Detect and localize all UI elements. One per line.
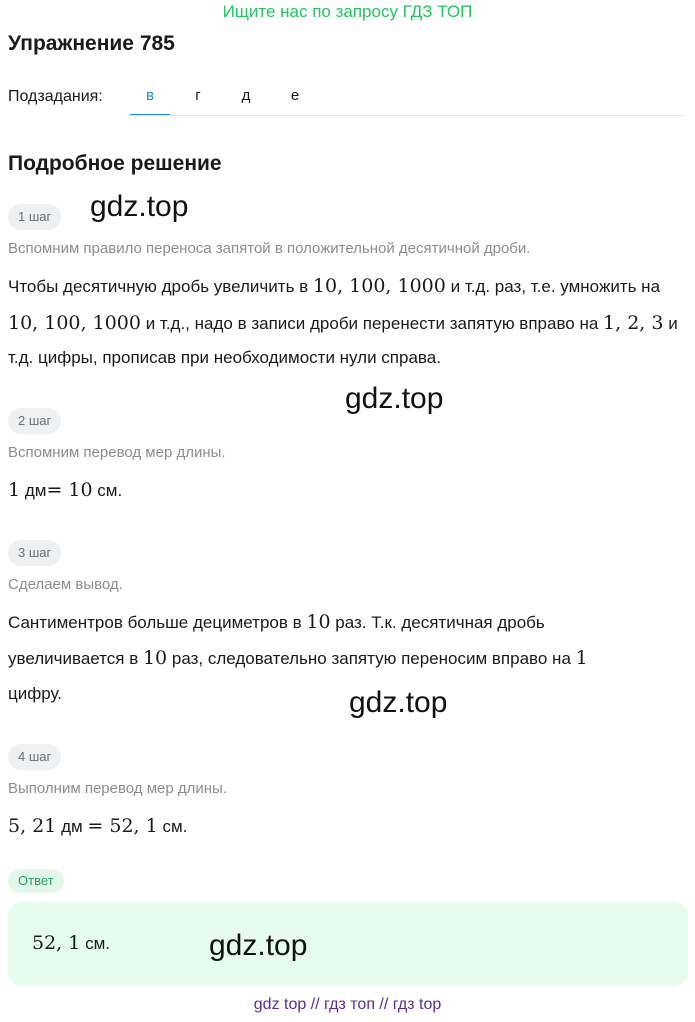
watermark-4: gdz.top: [209, 929, 308, 962]
step-3-hint: Сделаем вывод.: [8, 576, 123, 593]
subtasks-label: Подзадания:: [8, 88, 103, 105]
step-1-hint: Вспомним правило переноса запятой в положительной десятичной дроби.: [8, 240, 531, 257]
subtask-tab-g[interactable]: г: [195, 87, 201, 104]
subtask-tab-e[interactable]: е: [290, 87, 300, 104]
step-4-hint: Выполним перевод мер длины.: [8, 780, 227, 797]
subtask-tab-v[interactable]: в: [130, 80, 170, 116]
step-3-line-3: цифру.: [8, 684, 63, 703]
step-badge-3: 3 шаг: [8, 540, 61, 566]
answer-badge: Ответ: [8, 869, 64, 893]
step-3-line-1: Сантиментров больше дециметров в 10 раз. Т.к. десятичная дробь: [8, 611, 545, 633]
page-title: Упражнение 785: [8, 32, 175, 55]
step-1-line-3: т.д. цифры, прописав при необходимости нули справа.: [8, 348, 441, 367]
step-badge-4: 4 шаг: [8, 744, 61, 770]
watermark-2: gdz.top: [345, 382, 444, 415]
footer-links[interactable]: gdz top // гдз топ // гдз top: [253, 996, 442, 1013]
step-1-line-1: Чтобы десятичную дробь увеличить в 10, 100, 1000 и т.д. раз, т.е. умножить на: [8, 275, 661, 297]
watermark-3: gdz.top: [349, 686, 448, 719]
answer-text: 52, 1 см.: [32, 932, 110, 954]
tabs-divider: [130, 115, 685, 116]
section-title: Подробное решение: [8, 152, 222, 175]
step-2-formula: 1 дм= 10 см.: [8, 479, 123, 501]
step-2-hint: Вспомним перевод мер длины.: [8, 444, 226, 461]
answer-box: [8, 902, 688, 986]
step-3-line-2: увеличивается в 10 раз, следовательно запятую переносим вправо на 1: [8, 647, 588, 669]
search-banner: Ищите нас по запросу ГДЗ ТОП: [222, 2, 473, 21]
step-4-formula: 5, 21 дм = 52, 1 см.: [8, 815, 188, 837]
step-1-line-2: 10, 100, 1000 и т.д., надо в записи дроби перенести запятую вправо на 1, 2, 3 и: [8, 312, 678, 334]
watermark-1: gdz.top: [90, 190, 189, 223]
step-badge-1: 1 шаг: [8, 204, 61, 230]
step-badge-2: 2 шаг: [8, 408, 61, 434]
subtask-tab-d[interactable]: д: [241, 87, 251, 104]
